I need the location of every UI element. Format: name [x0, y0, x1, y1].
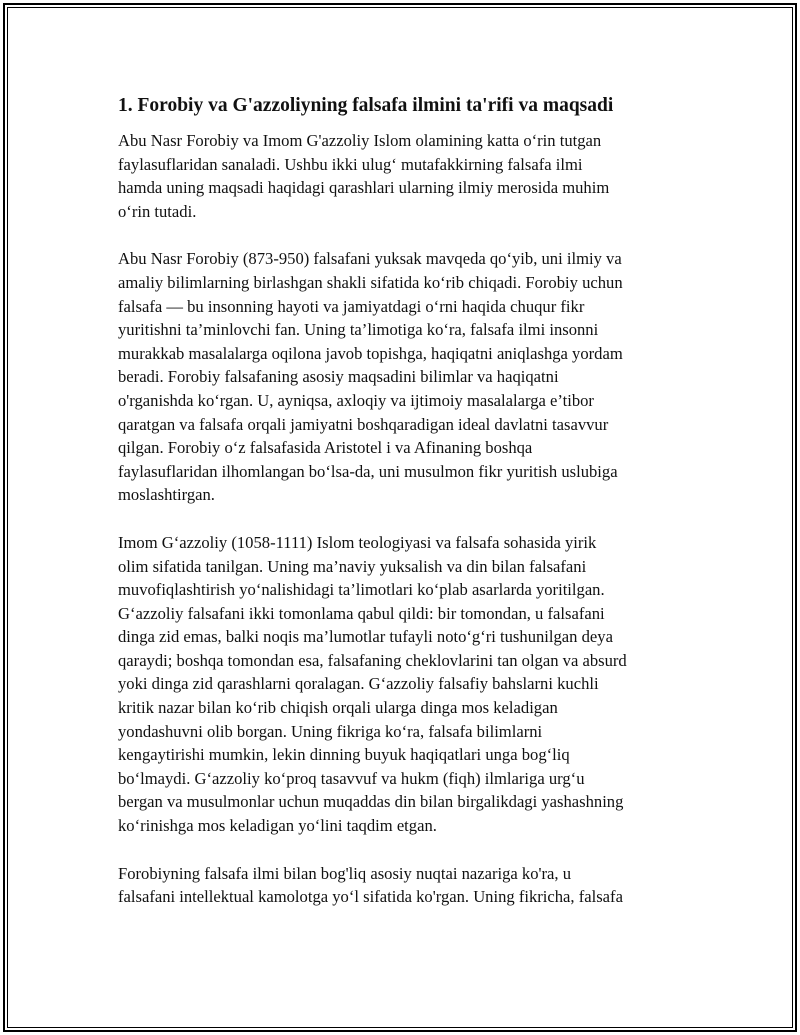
text-line: kengaytirishi mumkin, lekin dinning buyuk haqiqatlari unga bog‘liq	[118, 745, 570, 765]
text-line: yondashuvni olib borgan. Uning fikriga ko‘ra, falsafa bilimlarni	[118, 721, 543, 741]
text-line: hamda uning maqsadi haqidagi qarashlari ularning ilmiy merosida muhim	[118, 178, 610, 198]
text-line: falsafa — bu insonning hayoti va jamiyatdagi o‘rni haqida chuqur fikr	[118, 296, 585, 316]
text-line: o‘rin tutadi.	[118, 201, 197, 221]
text-line: yuritishni ta’minlovchi fan. Uning ta’limotiga ko‘ra, falsafa ilmi insonni	[118, 320, 599, 340]
text-line: faylasuflaridan sanaladi. Ushbu ikki ulug‘ mutafakkirning falsafa ilmi	[118, 154, 583, 174]
text-line: Abu Nasr Forobiy (873-950) falsafani yuksak mavqeda qo‘yib, uni ilmiy va	[118, 249, 622, 269]
paragraph-intro	[118, 129, 693, 223]
text-line: G‘azzoliy falsafani ikki tomonlama qabul qildi: bir tomondan, u falsafani	[118, 603, 605, 623]
text-line: kritik nazar bilan ko‘rib chiqish orqali ularga dinga mos keladigan	[118, 698, 558, 718]
text-line: dinga zid emas, balki noqis ma’lumotlar tufayli noto‘g‘ri tushunilgan deya	[118, 627, 613, 647]
text-line: yoki dinga zid qarashlarni qoralagan. G‘azzoliy falsafiy bahslarni kuchli	[118, 674, 599, 694]
section-heading: 1. Forobiy va G'azzoliyning falsafa ilmini ta'rifi va maqsadi	[118, 95, 614, 116]
text-line: Imom G‘azzoliy (1058-1111) Islom teologiyasi va falsafa sohasida yirik	[118, 532, 597, 552]
text-line: qaratgan va falsafa orqali jamiyatni boshqaradigan ideal davlatni tasavvur	[118, 414, 609, 434]
text-line: beradi. Forobiy falsafaning asosiy maqsadini bilimlar va haqiqatni	[118, 367, 559, 387]
text-line: bergan va musulmonlar uchun muqaddas din bilan birgalikdagi yashashning	[118, 792, 624, 812]
text-line: falsafani intellektual kamolotga yo‘l sifatida ko'rgan. Uning fikricha, falsafa	[118, 887, 623, 907]
text-line: ko‘rinishga mos keladigan yo‘lini taqdim etgan.	[118, 816, 437, 836]
text-line: muvofiqlashtirish yo‘nalishidagi ta’limotlari ko‘plab asarlarda yoritilgan.	[118, 580, 605, 600]
text-line: amaliy bilimlarning birlashgan shakli sifatida ko‘rib chiqadi. Forobiy uchun	[118, 272, 623, 292]
text-line: qilgan. Forobiy o‘z falsafasida Aristotel i va Afinaning boshqa	[118, 438, 533, 458]
text-line: faylasuflaridan ilhomlangan bo‘lsa-da, uni musulmon fikr yuritish uslubiga	[118, 461, 618, 481]
paragraph-forobiy	[118, 247, 693, 507]
paragraph-gazzoliy	[118, 531, 693, 838]
text-line: qaraydi; boshqa tomondan esa, falsafaning cheklovlarini tan olgan va absurd	[118, 650, 627, 670]
text-line: moslashtirgan.	[118, 485, 215, 505]
text-line: o'rganishda ko‘rgan. U, ayniqsa, axloqiy va ijtimoiy masalalarga e’tibor	[118, 390, 594, 410]
text-line: bo‘lmaydi. G‘azzoliy ko‘proq tasavvuf va hukm (fiqh) ilmlariga urg‘u	[118, 768, 585, 788]
text-line: Abu Nasr Forobiy va Imom G'azzoliy Islom olamining katta o‘rin tutgan	[118, 131, 602, 150]
document-content	[118, 93, 693, 933]
text-line: Forobiyning falsafa ilmi bilan bog'liq asosiy nuqtai nazariga ko'ra, u	[118, 863, 571, 883]
text-line: murakkab masalalarga oqilona javob topishga, haqiqatni aniqlashga yordam	[118, 343, 623, 363]
paragraph-conclusion	[118, 862, 693, 909]
text-line: olim sifatida tanilgan. Uning ma’naviy yuksalish va din bilan falsafani	[118, 556, 587, 576]
